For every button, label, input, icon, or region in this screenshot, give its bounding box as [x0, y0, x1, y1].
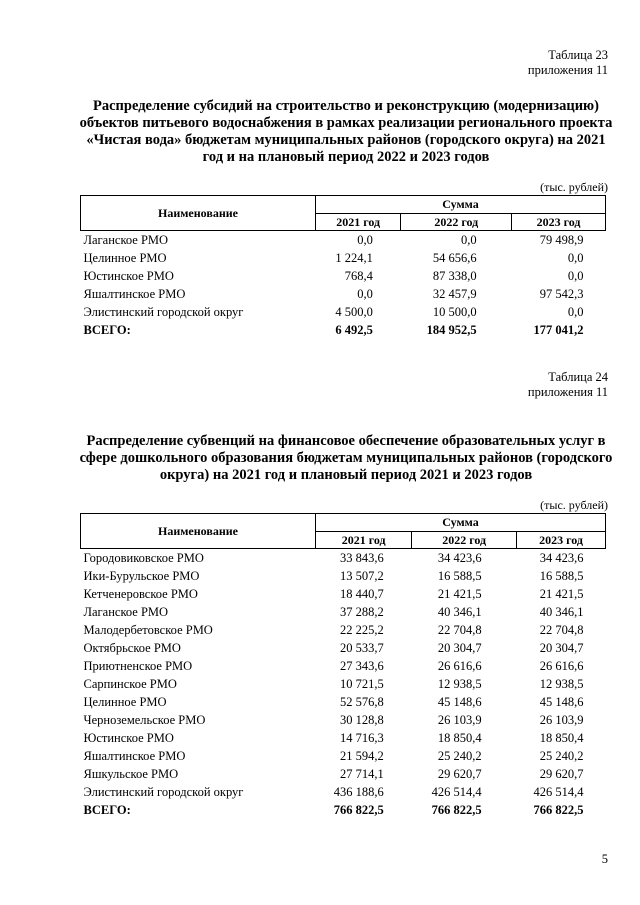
- table-row: [81, 249, 606, 267]
- row-name: Лаганское РМО: [83, 605, 169, 619]
- total-value-2022: 184 952,5: [426, 323, 477, 337]
- table23-header-name: Наименование: [81, 196, 316, 231]
- table-row: [81, 711, 606, 729]
- row-value-2023: 426 514,4: [533, 785, 584, 799]
- row-value-2021: 0,0: [357, 233, 373, 247]
- row-name: Элистинский городской округ: [83, 785, 244, 799]
- row-value-2022: 18 850,4: [437, 731, 482, 745]
- table-row: [81, 783, 606, 801]
- row-value-2023: 26 103,9: [539, 713, 584, 727]
- table-row: [81, 585, 606, 603]
- row-name: Яшкульское РМО: [83, 767, 179, 781]
- row-name: Кетченеровское РМО: [83, 587, 198, 601]
- total-value-2023: 766 822,5: [533, 803, 584, 817]
- row-value-2021: 13 507,2: [340, 569, 384, 583]
- table-row: [81, 603, 606, 621]
- row-name: Яшалтинское РМО: [83, 287, 186, 301]
- total-value-2023: 177 041,2: [533, 323, 584, 337]
- table23-header-2022: 2022 год: [401, 214, 512, 231]
- table24-annex: приложения 11: [527, 385, 608, 399]
- table24-title: Распределение субвенций на финансовое обеспечение образовательных услуг в сфере дошкольного образования бюджетам муниципальных районов (городского округа) на 2021 год и плановый период 2021 и 2023 годов: [79, 433, 613, 483]
- row-value-2022: 54 656,6: [432, 251, 477, 265]
- row-value-2021: 14 716,3: [340, 731, 384, 745]
- table-row: [81, 567, 606, 585]
- row-value-2022: 26 616,6: [437, 659, 482, 673]
- row-name: Приютненское РМО: [83, 659, 193, 673]
- row-value-2022: 10 500,0: [432, 305, 477, 319]
- table-row: [81, 285, 606, 303]
- row-value-2023: 21 421,5: [539, 587, 584, 601]
- table23-title: Распределение субсидий на строительство и реконструкцию (модернизацию) объектов питьевого водоснабжения в рамках реализации регионального проекта «Чистая вода» бюджетам муниципальных районов (городского округа) на 2021 год и на плановый период 2022 и 2023 годов: [79, 98, 613, 165]
- table23: [80, 195, 606, 339]
- row-value-2022: 87 338,0: [432, 269, 477, 283]
- row-value-2022: 16 588,5: [437, 569, 482, 583]
- row-value-2023: 16 588,5: [539, 569, 584, 583]
- table23-header-2021: 2021 год: [316, 214, 401, 231]
- table-row: [81, 639, 606, 657]
- row-name: Октябрьское РМО: [83, 641, 181, 655]
- row-value-2022: 34 423,6: [437, 551, 482, 565]
- row-value-2021: 21 594,2: [340, 749, 384, 763]
- table24-header-2023: 2023 год: [517, 532, 606, 549]
- row-name: Целинное РМО: [83, 695, 167, 709]
- row-value-2021: 37 288,2: [340, 605, 384, 619]
- total-value-2022: 766 822,5: [431, 803, 482, 817]
- table-row: [81, 303, 606, 321]
- row-value-2023: 40 346,1: [539, 605, 584, 619]
- row-name: Лаганское РМО: [83, 233, 169, 247]
- row-value-2023: 29 620,7: [539, 767, 584, 781]
- row-value-2023: 18 850,4: [539, 731, 584, 745]
- row-value-2023: 34 423,6: [539, 551, 584, 565]
- row-value-2022: 25 240,2: [437, 749, 482, 763]
- row-value-2023: 0,0: [567, 251, 584, 265]
- row-value-2023: 0,0: [567, 305, 584, 319]
- table-row: [81, 675, 606, 693]
- table24-caption: [528, 370, 608, 400]
- row-value-2023: 97 542,3: [539, 287, 584, 301]
- row-value-2023: 0,0: [567, 269, 584, 283]
- row-name: Целинное РМО: [83, 251, 167, 265]
- table23-caption: [528, 48, 608, 78]
- row-value-2021: 52 576,8: [340, 695, 384, 709]
- row-value-2023: 12 938,5: [539, 677, 584, 691]
- total-value-2021: 6 492,5: [335, 323, 373, 337]
- table-row: [81, 657, 606, 675]
- row-value-2022: 426 514,4: [431, 785, 482, 799]
- table23-header-2023: 2023 год: [512, 214, 606, 231]
- table24-header-name: Наименование: [81, 514, 316, 549]
- table-total-row: [81, 801, 606, 819]
- table-total-row: [81, 321, 606, 339]
- row-value-2022: 20 304,7: [437, 641, 482, 655]
- row-value-2022: 21 421,5: [437, 587, 482, 601]
- row-name: Юстинское РМО: [83, 269, 174, 283]
- table24-number: Таблица 24: [548, 370, 608, 384]
- table23-units: (тыс. рублей): [540, 180, 608, 194]
- row-name: Городовиковское РМО: [83, 551, 204, 565]
- total-label: ВСЕГО:: [83, 323, 131, 337]
- row-name: Черноземельское РМО: [83, 713, 206, 727]
- table-row: [81, 621, 606, 639]
- row-value-2021: 27 343,6: [340, 659, 384, 673]
- table24: [80, 513, 606, 819]
- table-row: [81, 267, 606, 285]
- row-value-2022: 12 938,5: [437, 677, 482, 691]
- table-row: [81, 693, 606, 711]
- row-name: Элистинский городской округ: [83, 305, 244, 319]
- row-value-2021: 20 533,7: [340, 641, 384, 655]
- table-row: [81, 729, 606, 747]
- row-value-2021: 436 188,6: [333, 785, 384, 799]
- row-value-2023: 25 240,2: [539, 749, 584, 763]
- row-value-2022: 32 457,9: [432, 287, 477, 301]
- row-value-2021: 33 843,6: [340, 551, 384, 565]
- row-value-2022: 45 148,6: [437, 695, 482, 709]
- row-value-2021: 18 440,7: [340, 587, 384, 601]
- row-value-2021: 4 500,0: [335, 305, 373, 319]
- table24-header-2022: 2022 год: [412, 532, 517, 549]
- table23-header-sum: Сумма: [316, 196, 606, 214]
- table24-units: (тыс. рублей): [540, 498, 608, 512]
- row-name: Малодербетовское РМО: [83, 623, 213, 637]
- row-value-2022: 0,0: [461, 233, 477, 247]
- table23-number: Таблица 23: [548, 48, 608, 62]
- row-value-2021: 27 714,1: [340, 767, 384, 781]
- page-number: 5: [601, 852, 608, 866]
- row-value-2022: 26 103,9: [437, 713, 482, 727]
- table24-header-sum: Сумма: [316, 514, 606, 532]
- row-value-2023: 22 704,8: [539, 623, 584, 637]
- row-value-2021: 10 721,5: [340, 677, 384, 691]
- table-row: [81, 765, 606, 783]
- row-value-2021: 0,0: [357, 287, 373, 301]
- row-value-2021: 1 224,1: [335, 251, 373, 265]
- table-row: [81, 549, 606, 568]
- row-value-2023: 79 498,9: [539, 233, 584, 247]
- row-value-2022: 40 346,1: [437, 605, 482, 619]
- row-name: Юстинское РМО: [83, 731, 174, 745]
- row-name: Ики-Бурульское РМО: [83, 569, 200, 583]
- row-value-2021: 22 225,2: [340, 623, 384, 637]
- table-row: [81, 231, 606, 250]
- table24-header-2021: 2021 год: [316, 532, 412, 549]
- total-value-2021: 766 822,5: [333, 803, 384, 817]
- row-value-2023: 26 616,6: [539, 659, 584, 673]
- total-label: ВСЕГО:: [83, 803, 131, 817]
- table-row: [81, 747, 606, 765]
- row-name: Яшалтинское РМО: [83, 749, 186, 763]
- row-name: Сарпинское РМО: [83, 677, 177, 691]
- row-value-2021: 30 128,8: [340, 713, 384, 727]
- row-value-2022: 22 704,8: [437, 623, 482, 637]
- row-value-2022: 29 620,7: [437, 767, 482, 781]
- row-value-2023: 20 304,7: [539, 641, 584, 655]
- row-value-2021: 768,4: [344, 269, 373, 283]
- table23-annex: приложения 11: [527, 63, 608, 77]
- row-value-2023: 45 148,6: [539, 695, 584, 709]
